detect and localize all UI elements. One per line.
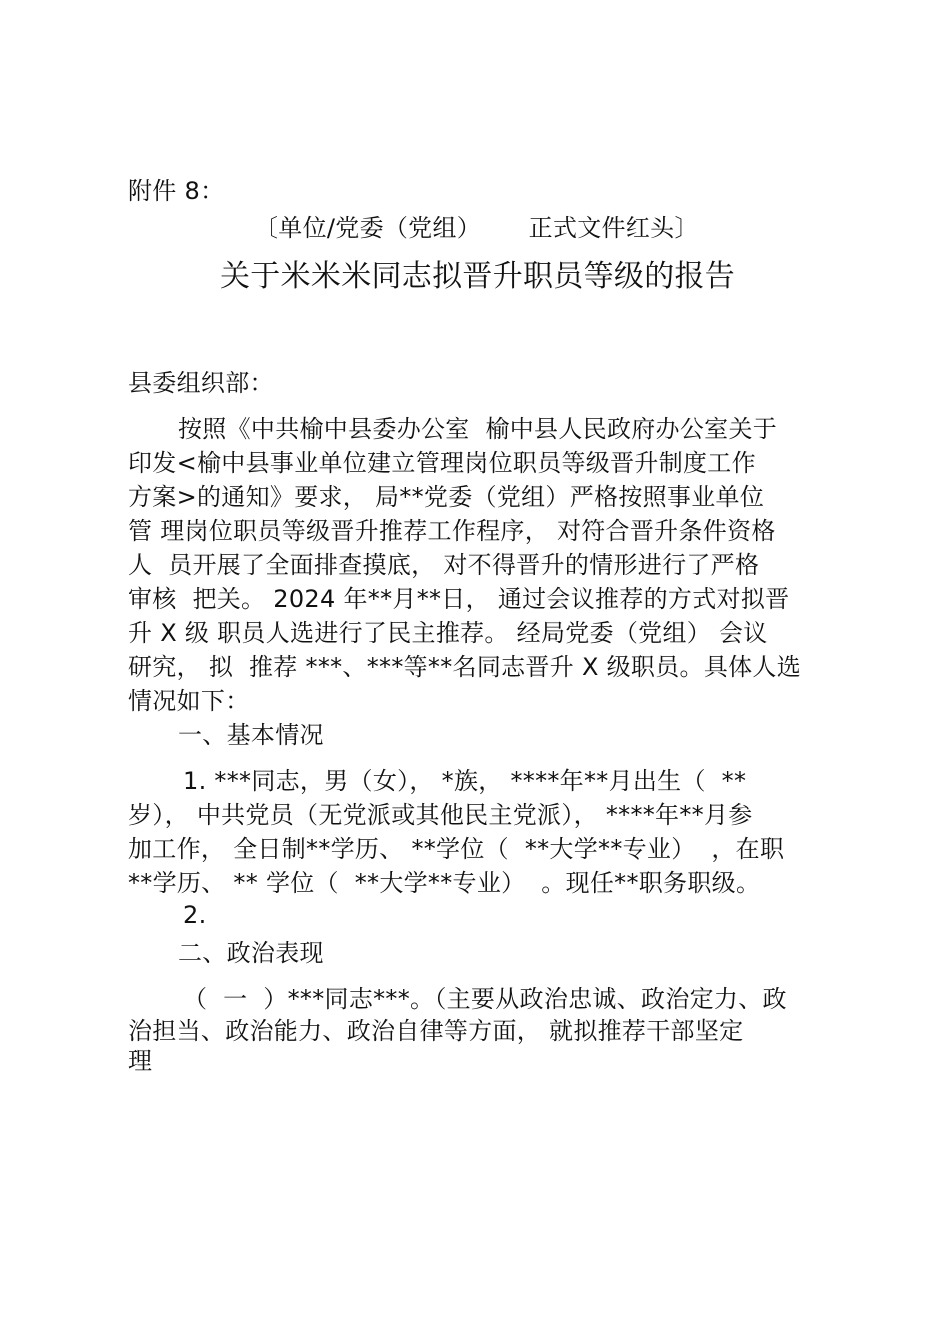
- body-line: 方案>的通知》要求， 局**党委（党组）严格按照事业单位: [128, 483, 765, 511]
- header-placeholder: 〔单位/党委（党组） 正式文件红头〕: [254, 214, 699, 242]
- attachment-label: 附件 8：: [128, 177, 225, 205]
- section1-line: 岁）， 中共党员（无党派或其他民主党派）， ****年**月参: [128, 801, 753, 829]
- section1-line: 加工作， 全日制**学历、 **学位（ **大学**专业） ，在职: [128, 835, 785, 863]
- body-line: 审核 把关。 2024 年**月**日， 通过会议推荐的方式对拟晋: [128, 585, 790, 613]
- section-heading-political: 二、政治表现: [178, 939, 324, 967]
- body-line: 情况如下：: [128, 687, 250, 715]
- section2-line: （ 一 ）***同志***。（主要从政治忠诚、政治定力、政: [183, 985, 787, 1013]
- body-line: 人 员开展了全面排查摸底， 对不得晋升的情形进行了严格: [128, 551, 760, 579]
- section1-line: 1. ***同志，男（女）， *族， ****年**月出生（ **: [183, 767, 747, 795]
- section-heading-basic-info: 一、基本情况: [178, 721, 324, 749]
- body-line: 按照《中共榆中县委办公室 榆中县人民政府办公室关于: [178, 415, 778, 443]
- body-line: 升 X 级 职员人选进行了民主推荐。 经局党委（党组） 会议: [128, 619, 768, 647]
- section1-item-2: 2.: [183, 901, 207, 929]
- body-line: 管 理岗位职员等级晋升推荐工作程序， 对符合晋升条件资格: [128, 517, 776, 545]
- addressee: 县委组织部：: [128, 369, 274, 397]
- body-line: 印发<榆中县事业单位建立管理岗位职员等级晋升制度工作: [128, 449, 756, 477]
- section1-line: **学历、 ** 学位（ **大学**专业） 。现任**职务职级。: [128, 869, 761, 897]
- body-line: 研究， 拟 推荐 ***、***等**名同志晋升 X 级职员。具体人选: [128, 653, 802, 681]
- document-title: 关于米米米同志拟晋升职员等级的报告: [220, 259, 736, 294]
- section2-line: 理: [128, 1047, 153, 1075]
- section2-line: 治担当、政治能力、政治自律等方面， 就拟推荐干部坚定: [128, 1017, 744, 1045]
